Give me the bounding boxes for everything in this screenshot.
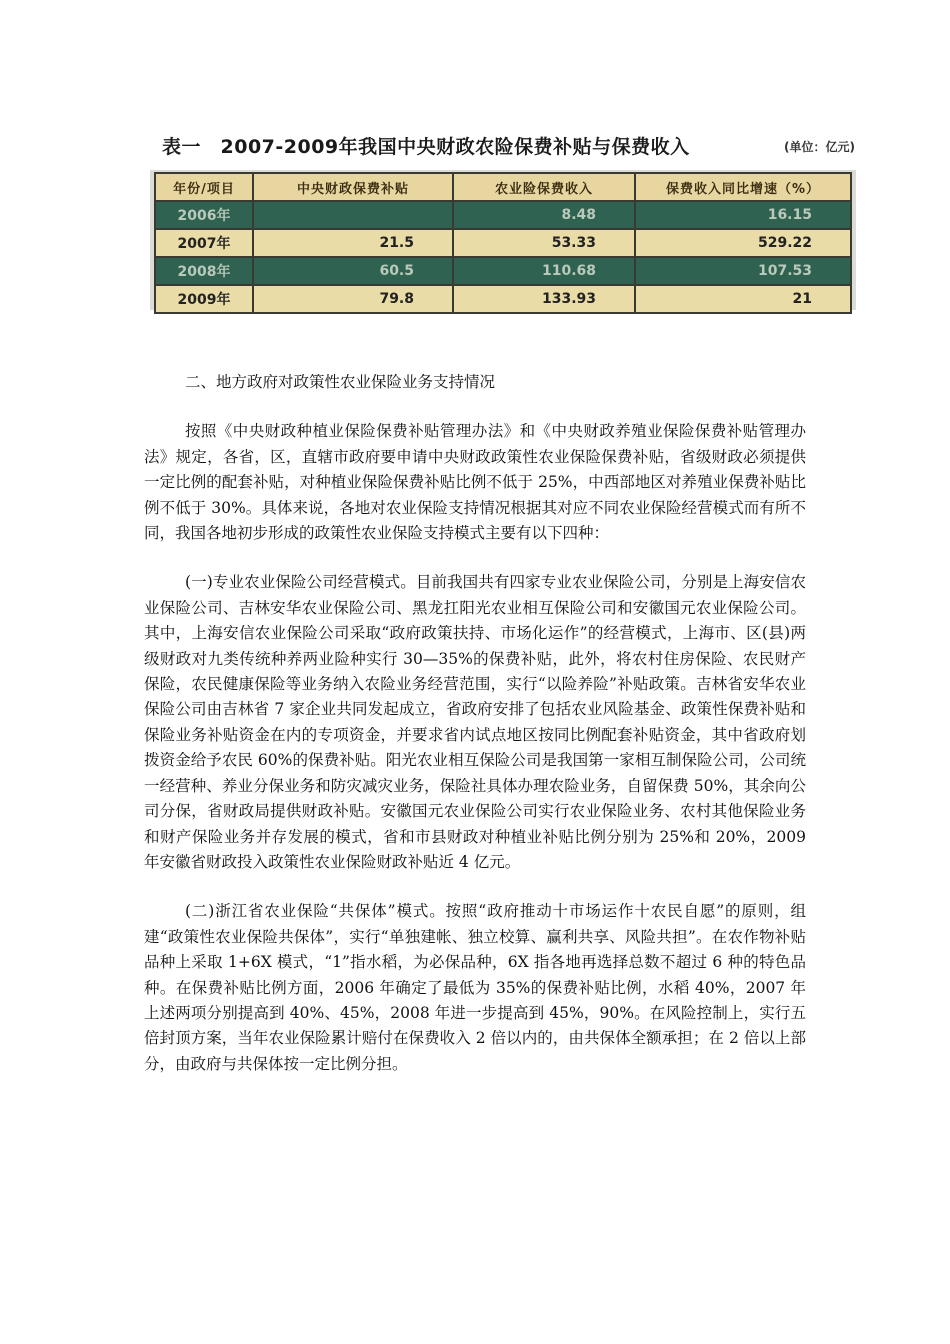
cell-growth: 16.15 [635,201,851,229]
cell-income: 133.93 [453,285,635,313]
table-row [155,285,851,313]
table-row [155,201,851,229]
cell-income: 110.68 [453,257,635,285]
cell-year: 2007年 [155,229,253,257]
header-income: 农业险保费收入 [453,173,635,201]
cell-growth: 529.22 [635,229,851,257]
cell-income: 8.48 [453,201,635,229]
cell-subsidy: 21.5 [253,229,453,257]
cell-growth: 107.53 [635,257,851,285]
cell-subsidy: 79.8 [253,285,453,313]
paragraph-specialized-insurers: (一)专业农业保险公司经营模式。目前我国共有四家专业农业保险公司，分别是上海安信农业保险公司、吉林安华农业保险公司、黑龙扛阳光农业相互保险公司和安徽国元农业保险公司。其中，上海安信农业保险公司采取“政府政策扶持、市场化运作”的经营模式，上海市、区(县)两级财政对九类传统种养两业险种实行 30—35%的保费补贴，此外，将农村住房保险、农民财产保险，农民健康保险等业务纳入农险业务经营范围，实行“以险养险”补贴政策。吉林省安华农业保险公司由吉林省 7 家企业共同发起成立，省政府安排了包括农业风险基金、政策性保费补贴和保险业务补贴资金在内的专项资金，并要求省内试点地区按同比例配套补贴资金，其中省政府划拨资金给予农民 60%的保费补贴。阳光农业相互保险公司是我国第一家相互制保险公司，公司统一经营种、养业分保业务和防灾减灾业务，保险社具体办理农险业务，自留保费 50%，其余向公司分保，省财政局提供财政补贴。安徽国元农业保险公司实行农业保险业务、农村其他保险业务和财产保险业务并存发展的模式，省和市县财政对种植业补贴比例分别为 25%和 20%，2009 年安徽省财政投入政策性农业保险财政补贴近 4 亿元。 [144,573,806,871]
table-row [155,257,851,285]
cell-year: 2008年 [155,257,253,285]
document-body [144,370,806,1101]
table-unit: (单位：亿元) [784,140,855,154]
section-heading: 二、地方政府对政策性农业保险业务支持情况 [185,373,496,391]
header-year: 年份/项目 [155,173,253,201]
cell-income: 53.33 [453,229,635,257]
table-title-row [150,130,855,166]
cell-subsidy [253,201,453,229]
cell-growth: 21 [635,285,851,313]
subsidy-income-table [154,172,852,314]
paragraph-zhejiang-coinsurance: (二)浙江省农业保险“共保体”模式。按照“政府推动十市场运作十农民自愿”的原则，组建“政策性农业保险共保体”，实行“单独建帐、独立校算、赢利共享、风险共担”。在农作物补贴品种上采取 1+6X 模式，“1”指水稻，为必保品种，6X 指各地再选择总数不超过 6 种的特色品种。在保费补贴比例方面，2006 年确定了最低为 35%的保费补贴比例，水稻 40%，2007 年上述两项分别提高到 40%、45%，2008 年进一步提高到 45%，90%。在风险控制上，实行五倍封顶方案，当年农业保险累计赔付在保费收入 2 倍以内的，由共保体全额承担；在 2 倍以上部分，由政府与共保体按一定比例分担。 [144,902,806,1073]
header-subsidy: 中央财政保费补贴 [253,173,453,201]
table-title: 表一 2007-2009年我国中央财政农险保费补贴与保费收入 [162,136,690,158]
table-row [155,229,851,257]
cell-year: 2006年 [155,201,253,229]
statistics-table-figure [150,130,855,308]
cell-subsidy: 60.5 [253,257,453,285]
table-header-row [155,173,851,201]
header-growth: 保费收入同比增速（%） [635,173,851,201]
paragraph-intro: 按照《中央财政种植业保险保费补贴管理办法》和《中央财政养殖业保险保费补贴管理办法》规定，各省，区，直辖市政府要申请中央财政政策性农业保险保费补贴，省级财政必须提供一定比例的配套补贴，对种植业保险保费补贴比例不低于 25%，中西部地区对养殖业保费补贴比例不低于 30%。具体来说，各地对农业保险支持情况根据其对应不同农业保险经营模式而有所不同，我国各地初步形成的政策性农业保险支持模式主要有以下四种： [144,422,806,543]
cell-year: 2009年 [155,285,253,313]
